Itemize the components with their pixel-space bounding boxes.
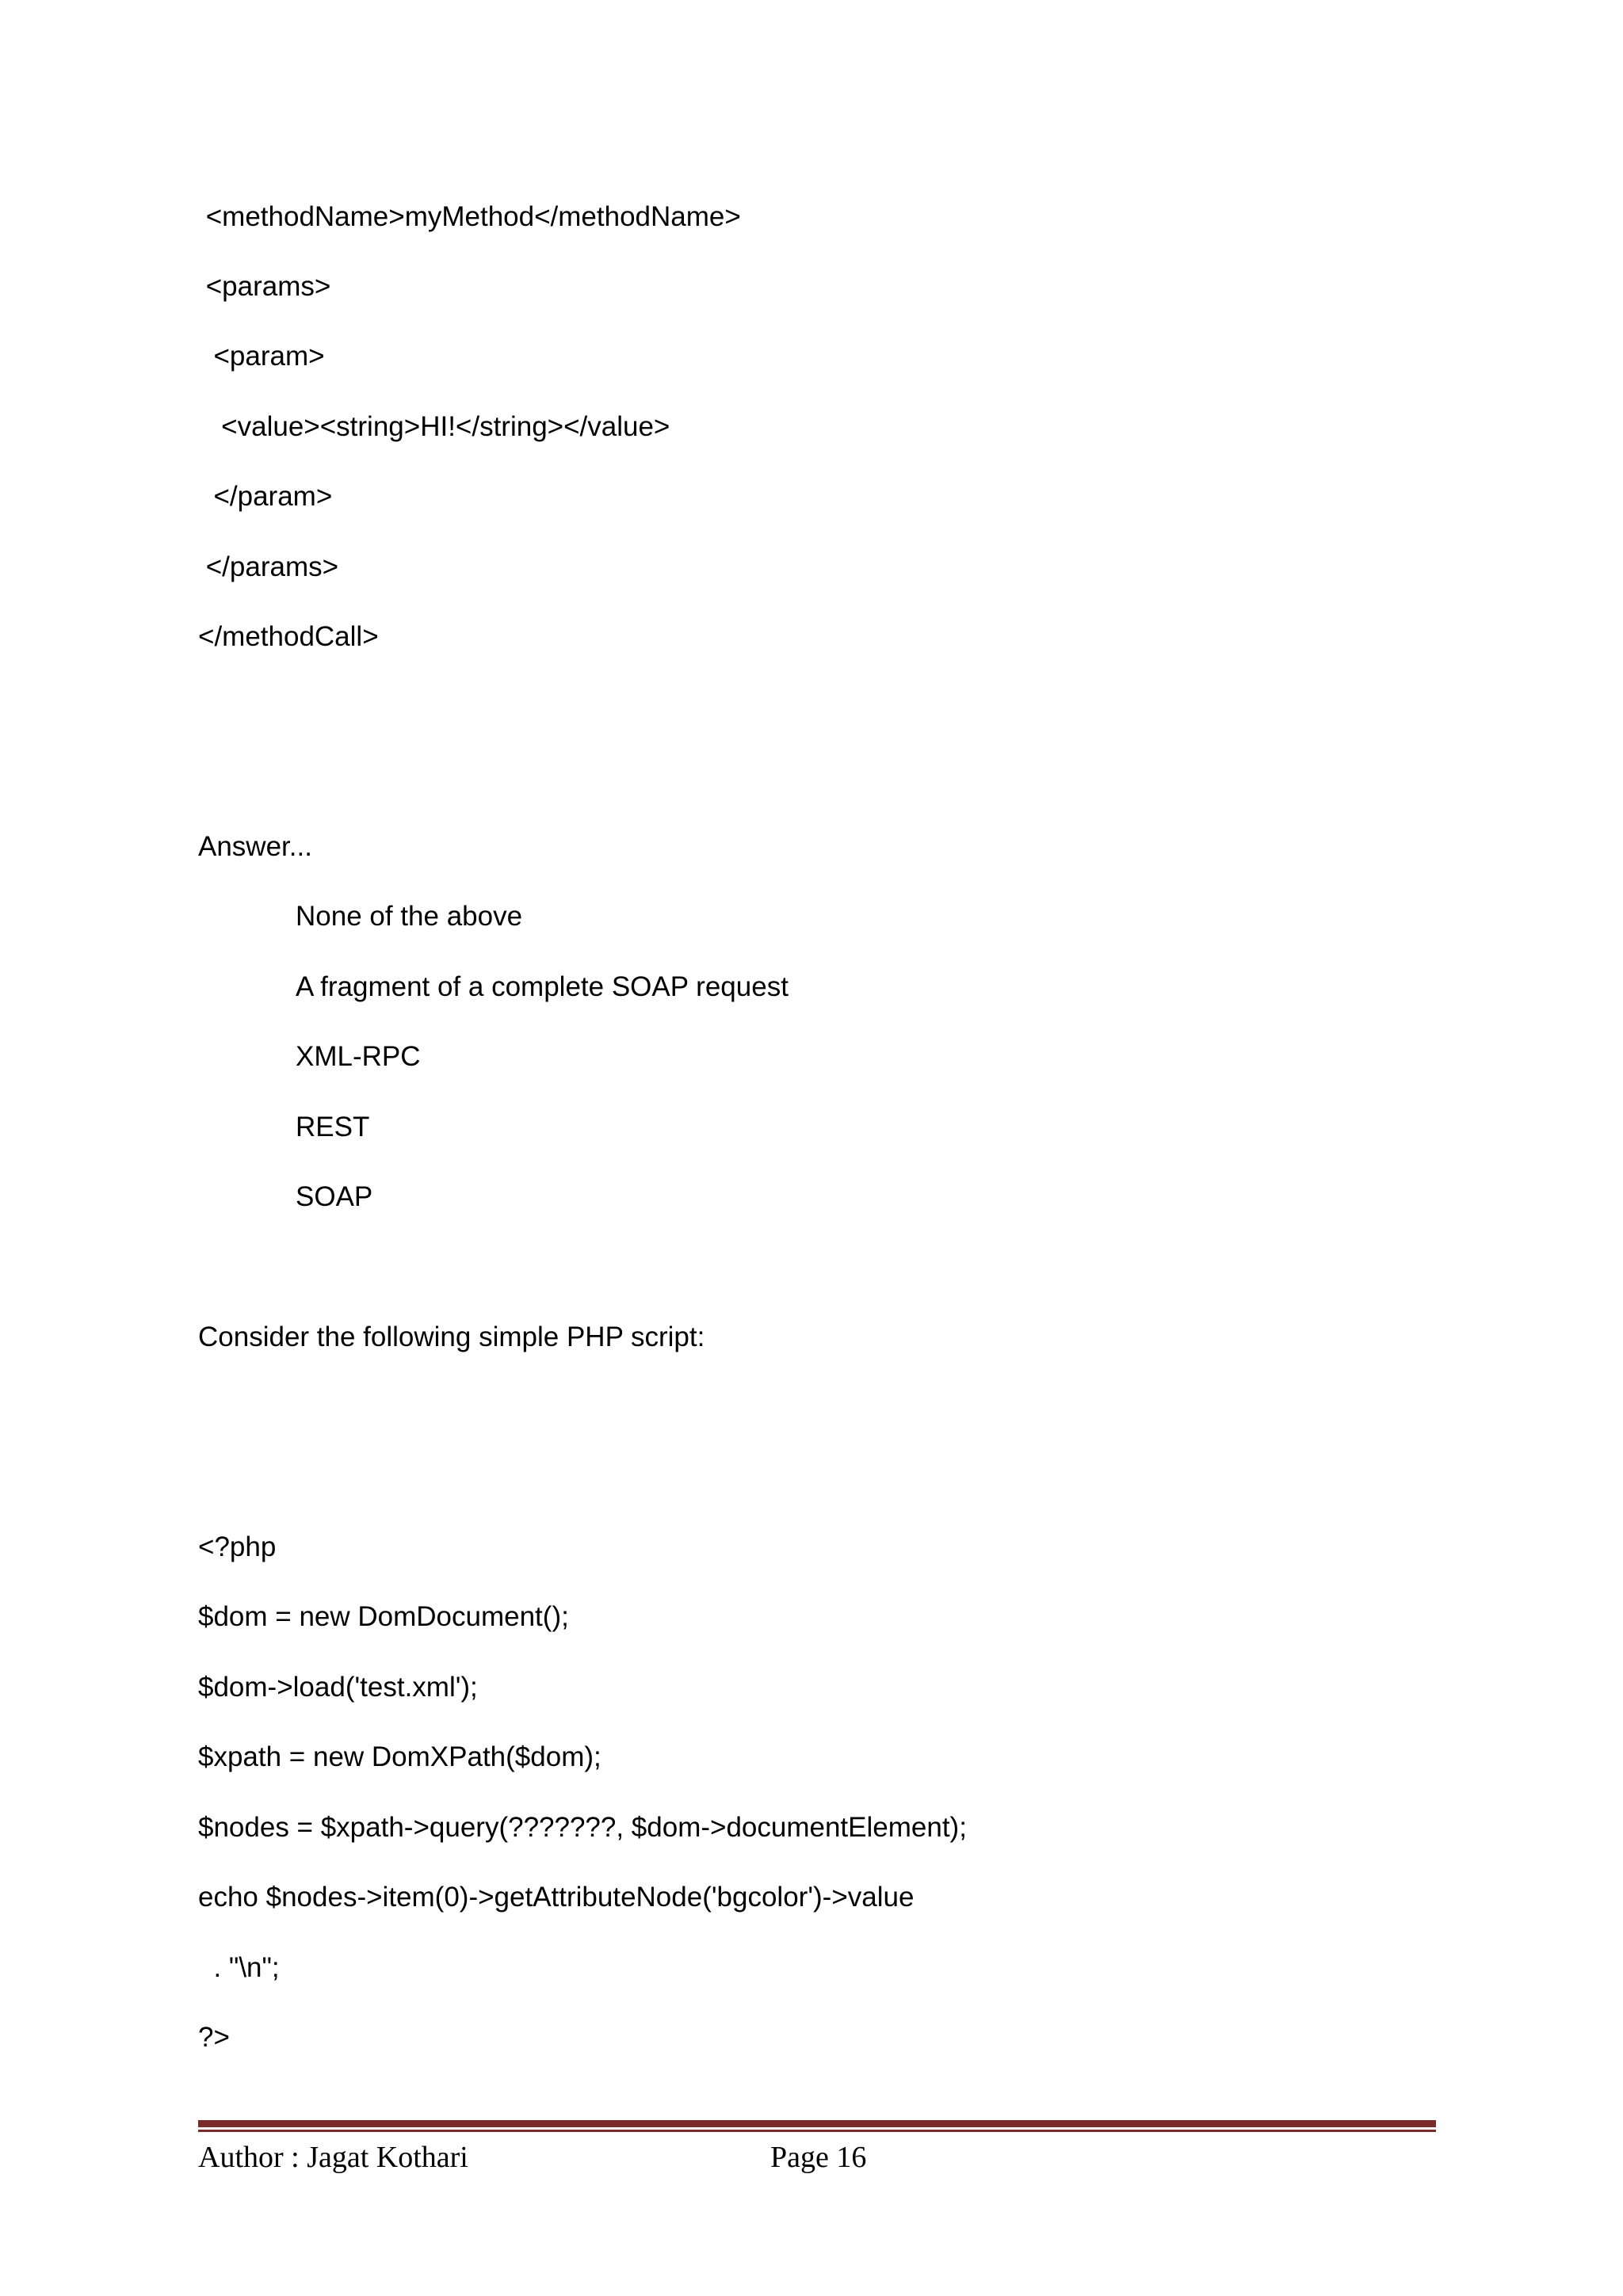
answer-option[interactable]: None of the above: [296, 901, 523, 932]
code-line: . "\n";: [198, 1952, 280, 1983]
footer-divider: [198, 2120, 1436, 2127]
code-line: $dom->load('test.xml');: [198, 1672, 478, 1703]
code-line: <?php: [198, 1531, 277, 1562]
code-line: $dom = new DomDocument();: [198, 1601, 569, 1632]
code-line: ?>: [198, 2022, 230, 2053]
footer-divider-thin: [198, 2130, 1436, 2132]
xml-line: <value><string>HI!</string></value>: [198, 411, 670, 442]
footer-author: Author : Jagat Kothari: [198, 2141, 468, 2174]
answer-option[interactable]: XML-RPC: [296, 1041, 421, 1072]
answer-label: Answer...: [198, 831, 312, 862]
xml-line: <param>: [198, 341, 325, 372]
answer-option[interactable]: A fragment of a complete SOAP request: [296, 971, 789, 1002]
question-prompt: Consider the following simple PHP script:: [198, 1322, 705, 1352]
xml-line: </param>: [198, 481, 333, 512]
code-line: $nodes = $xpath->query(???????, $dom->documentElement);: [198, 1812, 967, 1843]
xml-line: </params>: [198, 551, 339, 582]
code-line: $xpath = new DomXPath($dom);: [198, 1741, 601, 1772]
code-line: echo $nodes->item(0)->getAttributeNode('bgcolor')->value: [198, 1882, 915, 1913]
footer-page-number: Page 16: [770, 2141, 867, 2174]
xml-line: <methodName>myMethod</methodName>: [198, 201, 741, 232]
answer-option[interactable]: SOAP: [296, 1181, 373, 1212]
xml-line: <params>: [198, 271, 331, 302]
answer-option[interactable]: REST: [296, 1112, 370, 1142]
xml-line: </methodCall>: [198, 621, 379, 652]
